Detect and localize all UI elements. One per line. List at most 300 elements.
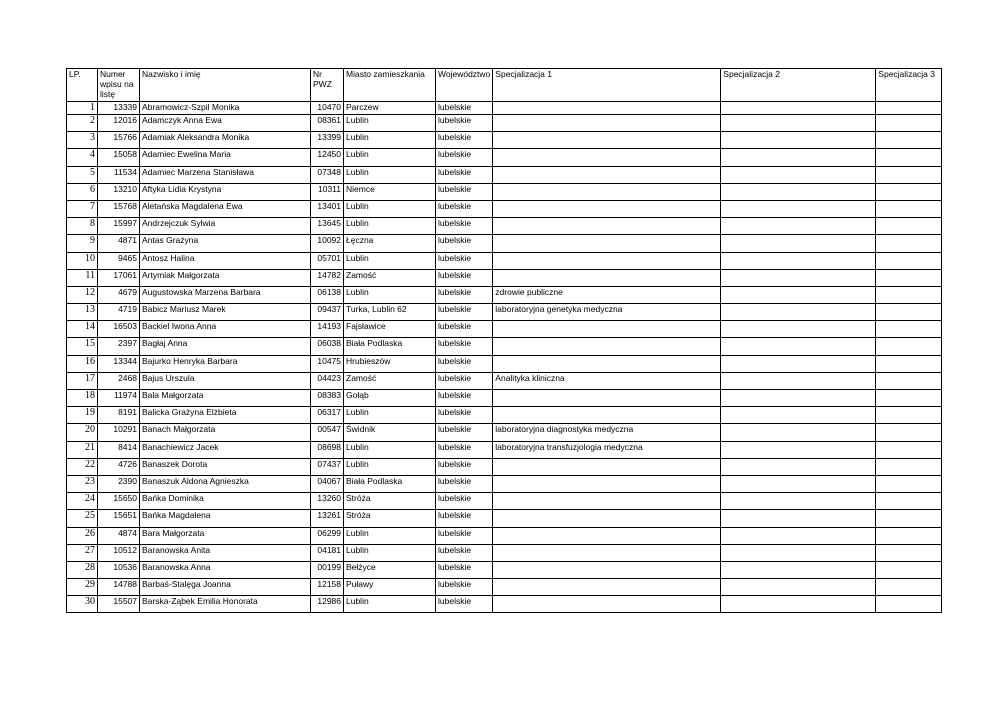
cell-nazwisko: Bajus Urszula <box>140 372 311 389</box>
cell-lp: 9 <box>67 235 98 252</box>
cell-woj: lubelskie <box>436 149 493 166</box>
cell-lp: 26 <box>67 527 98 544</box>
cell-spec1 <box>493 166 721 183</box>
cell-spec3 <box>876 200 942 217</box>
cell-numer: 15651 <box>98 510 140 527</box>
header-row <box>67 69 942 102</box>
cell-nazwisko: Artymiak Małgorzata <box>140 269 311 286</box>
cell-spec3 <box>876 321 942 338</box>
table-row <box>67 235 942 252</box>
cell-spec2 <box>721 407 876 424</box>
table-row <box>67 132 942 149</box>
cell-nazwisko: Andrzejczuk Sylwia <box>140 218 311 235</box>
cell-lp: 18 <box>67 390 98 407</box>
cell-numer: 2397 <box>98 338 140 355</box>
cell-spec1 <box>493 458 721 475</box>
table-row <box>67 149 942 166</box>
cell-numer: 9465 <box>98 252 140 269</box>
cell-numer: 2468 <box>98 372 140 389</box>
cell-miasto: Zamość <box>344 269 436 286</box>
cell-numer: 12016 <box>98 115 140 132</box>
cell-spec3 <box>876 424 942 441</box>
cell-pwz: 13645 <box>311 218 344 235</box>
cell-spec2 <box>721 102 876 115</box>
cell-spec1 <box>493 200 721 217</box>
cell-numer: 16503 <box>98 321 140 338</box>
cell-numer: 10512 <box>98 544 140 561</box>
cell-spec1 <box>493 132 721 149</box>
cell-woj: lubelskie <box>436 286 493 303</box>
cell-spec3 <box>876 252 942 269</box>
cell-pwz: 12158 <box>311 579 344 596</box>
cell-miasto: Lublin <box>344 596 436 613</box>
cell-spec1 <box>493 390 721 407</box>
cell-pwz: 06317 <box>311 407 344 424</box>
cell-lp: 28 <box>67 561 98 578</box>
cell-spec3 <box>876 544 942 561</box>
cell-pwz: 04423 <box>311 372 344 389</box>
cell-numer: 15058 <box>98 149 140 166</box>
table-row <box>67 269 942 286</box>
cell-woj: lubelskie <box>436 579 493 596</box>
cell-spec3 <box>876 218 942 235</box>
cell-pwz: 00547 <box>311 424 344 441</box>
cell-spec2 <box>721 424 876 441</box>
cell-woj: lubelskie <box>436 510 493 527</box>
cell-spec2 <box>721 544 876 561</box>
cell-miasto: Lublin <box>344 115 436 132</box>
table-row <box>67 200 942 217</box>
register-table <box>66 68 942 613</box>
cell-miasto: Lublin <box>344 218 436 235</box>
cell-spec1 <box>493 149 721 166</box>
cell-lp: 30 <box>67 596 98 613</box>
cell-woj: lubelskie <box>436 200 493 217</box>
cell-woj: lubelskie <box>436 183 493 200</box>
cell-spec1: Analityka kliniczna <box>493 372 721 389</box>
cell-spec3 <box>876 390 942 407</box>
cell-woj: lubelskie <box>436 132 493 149</box>
cell-lp: 27 <box>67 544 98 561</box>
cell-nazwisko: Barbaś-Stalęga Joanna <box>140 579 311 596</box>
cell-numer: 10291 <box>98 424 140 441</box>
cell-spec2 <box>721 561 876 578</box>
cell-woj: lubelskie <box>436 390 493 407</box>
cell-spec3 <box>876 304 942 321</box>
table-row <box>67 475 942 492</box>
cell-pwz: 05701 <box>311 252 344 269</box>
cell-nazwisko: Adamiec Ewelina Maria <box>140 149 311 166</box>
cell-nazwisko: Banach Małgorzata <box>140 424 311 441</box>
cell-miasto: Gołąb <box>344 390 436 407</box>
cell-miasto: Lublin <box>344 132 436 149</box>
cell-spec1 <box>493 561 721 578</box>
cell-miasto: Lublin <box>344 252 436 269</box>
cell-lp: 11 <box>67 269 98 286</box>
cell-spec1 <box>493 544 721 561</box>
cell-lp: 29 <box>67 579 98 596</box>
cell-spec3 <box>876 407 942 424</box>
cell-spec3 <box>876 579 942 596</box>
cell-lp: 13 <box>67 304 98 321</box>
cell-miasto: Lublin <box>344 441 436 458</box>
cell-spec3 <box>876 596 942 613</box>
cell-spec2 <box>721 458 876 475</box>
cell-pwz: 08361 <box>311 115 344 132</box>
cell-lp: 3 <box>67 132 98 149</box>
table-row <box>67 218 942 235</box>
cell-numer: 4874 <box>98 527 140 544</box>
cell-lp: 25 <box>67 510 98 527</box>
cell-nazwisko: Banachiewicz Jacek <box>140 441 311 458</box>
cell-spec2 <box>721 235 876 252</box>
cell-nazwisko: Adamczyk Anna Ewa <box>140 115 311 132</box>
cell-spec1 <box>493 115 721 132</box>
cell-pwz: 10475 <box>311 355 344 372</box>
cell-woj: lubelskie <box>436 475 493 492</box>
cell-spec3 <box>876 458 942 475</box>
cell-lp: 1 <box>67 102 98 115</box>
table-row <box>67 304 942 321</box>
cell-spec2 <box>721 286 876 303</box>
cell-woj: lubelskie <box>436 407 493 424</box>
cell-spec1: zdrowie publiczne <box>493 286 721 303</box>
cell-spec3 <box>876 355 942 372</box>
cell-lp: 22 <box>67 458 98 475</box>
header-pwz: Nr PWZ <box>311 69 344 102</box>
cell-spec1 <box>493 407 721 424</box>
cell-spec1 <box>493 252 721 269</box>
cell-spec3 <box>876 372 942 389</box>
cell-nazwisko: Bańka Dominika <box>140 493 311 510</box>
cell-lp: 10 <box>67 252 98 269</box>
cell-spec1 <box>493 475 721 492</box>
table-row <box>67 102 942 115</box>
cell-miasto: Lublin <box>344 544 436 561</box>
cell-pwz: 10092 <box>311 235 344 252</box>
cell-spec1 <box>493 235 721 252</box>
cell-spec3 <box>876 115 942 132</box>
cell-spec3 <box>876 235 942 252</box>
cell-miasto: Lublin <box>344 200 436 217</box>
table-row <box>67 596 942 613</box>
cell-miasto: Fajsławice <box>344 321 436 338</box>
cell-spec2 <box>721 390 876 407</box>
cell-spec1 <box>493 218 721 235</box>
cell-woj: lubelskie <box>436 544 493 561</box>
cell-woj: lubelskie <box>436 355 493 372</box>
cell-woj: lubelskie <box>436 596 493 613</box>
cell-numer: 4719 <box>98 304 140 321</box>
cell-numer: 4679 <box>98 286 140 303</box>
cell-spec1 <box>493 527 721 544</box>
table-row <box>67 390 942 407</box>
cell-lp: 16 <box>67 355 98 372</box>
cell-spec2 <box>721 493 876 510</box>
cell-numer: 15766 <box>98 132 140 149</box>
cell-spec1 <box>493 355 721 372</box>
cell-spec2 <box>721 166 876 183</box>
cell-woj: lubelskie <box>436 115 493 132</box>
cell-lp: 23 <box>67 475 98 492</box>
cell-spec1 <box>493 596 721 613</box>
cell-nazwisko: Antas Grażyna <box>140 235 311 252</box>
table-row <box>67 372 942 389</box>
cell-pwz: 13401 <box>311 200 344 217</box>
cell-numer: 15768 <box>98 200 140 217</box>
cell-miasto: Lublin <box>344 286 436 303</box>
cell-spec3 <box>876 510 942 527</box>
table-row <box>67 424 942 441</box>
cell-spec2 <box>721 441 876 458</box>
cell-numer: 14788 <box>98 579 140 596</box>
cell-woj: lubelskie <box>436 252 493 269</box>
cell-spec2 <box>721 596 876 613</box>
cell-lp: 8 <box>67 218 98 235</box>
cell-pwz: 06038 <box>311 338 344 355</box>
cell-lp: 7 <box>67 200 98 217</box>
cell-spec3 <box>876 493 942 510</box>
cell-woj: lubelskie <box>436 458 493 475</box>
cell-spec3 <box>876 561 942 578</box>
cell-nazwisko: Babicz Mariusz Marek <box>140 304 311 321</box>
cell-miasto: Biała Podlaska <box>344 475 436 492</box>
cell-numer: 4871 <box>98 235 140 252</box>
cell-numer: 4726 <box>98 458 140 475</box>
cell-nazwisko: Baranowska Anita <box>140 544 311 561</box>
cell-pwz: 09437 <box>311 304 344 321</box>
cell-nazwisko: Banaszuk Aldona Agnieszka <box>140 475 311 492</box>
cell-spec3 <box>876 338 942 355</box>
cell-miasto: Lublin <box>344 458 436 475</box>
header-spec2: Specjalizacja 2 <box>721 69 876 102</box>
cell-pwz: 00199 <box>311 561 344 578</box>
cell-spec2 <box>721 115 876 132</box>
cell-lp: 2 <box>67 115 98 132</box>
cell-spec2 <box>721 579 876 596</box>
cell-nazwisko: Baranowska Anna <box>140 561 311 578</box>
header-numer: Numer wpisu na listę <box>98 69 140 102</box>
cell-lp: 14 <box>67 321 98 338</box>
table-row <box>67 510 942 527</box>
cell-spec2 <box>721 304 876 321</box>
cell-numer: 17061 <box>98 269 140 286</box>
cell-numer: 11534 <box>98 166 140 183</box>
cell-lp: 12 <box>67 286 98 303</box>
cell-miasto: Lublin <box>344 149 436 166</box>
cell-nazwisko: Abramowicz-Szpil Monika <box>140 102 311 115</box>
cell-numer: 15997 <box>98 218 140 235</box>
cell-spec3 <box>876 166 942 183</box>
cell-woj: lubelskie <box>436 102 493 115</box>
cell-nazwisko: Bala Małgorzata <box>140 390 311 407</box>
cell-spec2 <box>721 183 876 200</box>
cell-lp: 17 <box>67 372 98 389</box>
cell-miasto: Niemce <box>344 183 436 200</box>
cell-spec3 <box>876 286 942 303</box>
cell-pwz: 07437 <box>311 458 344 475</box>
cell-miasto: Bełżyce <box>344 561 436 578</box>
table-row <box>67 544 942 561</box>
cell-nazwisko: Aletańska Magdalena Ewa <box>140 200 311 217</box>
cell-spec2 <box>721 355 876 372</box>
cell-lp: 24 <box>67 493 98 510</box>
cell-miasto: Lublin <box>344 166 436 183</box>
cell-pwz: 10311 <box>311 183 344 200</box>
cell-spec3 <box>876 102 942 115</box>
cell-nazwisko: Bajurko Henryka Barbara <box>140 355 311 372</box>
cell-spec1: laboratoryjna diagnostyka medyczna <box>493 424 721 441</box>
cell-pwz: 13261 <box>311 510 344 527</box>
cell-lp: 21 <box>67 441 98 458</box>
cell-pwz: 12450 <box>311 149 344 166</box>
cell-spec1 <box>493 102 721 115</box>
cell-spec2 <box>721 372 876 389</box>
cell-spec1 <box>493 269 721 286</box>
cell-woj: lubelskie <box>436 372 493 389</box>
cell-spec2 <box>721 527 876 544</box>
table-row <box>67 321 942 338</box>
cell-miasto: Lublin <box>344 527 436 544</box>
cell-woj: lubelskie <box>436 235 493 252</box>
cell-pwz: 06138 <box>311 286 344 303</box>
table-row <box>67 493 942 510</box>
cell-spec2 <box>721 338 876 355</box>
cell-spec1 <box>493 183 721 200</box>
cell-spec1 <box>493 338 721 355</box>
table-row <box>67 527 942 544</box>
cell-lp: 6 <box>67 183 98 200</box>
cell-spec2 <box>721 510 876 527</box>
cell-spec1 <box>493 579 721 596</box>
cell-miasto: Hrubieszów <box>344 355 436 372</box>
cell-pwz: 04067 <box>311 475 344 492</box>
cell-spec1 <box>493 493 721 510</box>
header-nazwisko: Nazwisko i imię <box>140 69 311 102</box>
header-spec1: Specjalizacja 1 <box>493 69 721 102</box>
cell-spec3 <box>876 183 942 200</box>
cell-nazwisko: Bagłaj Anna <box>140 338 311 355</box>
cell-numer: 13344 <box>98 355 140 372</box>
table-body <box>67 102 942 613</box>
cell-pwz: 14193 <box>311 321 344 338</box>
cell-lp: 15 <box>67 338 98 355</box>
cell-numer: 8191 <box>98 407 140 424</box>
table-row <box>67 252 942 269</box>
table-row <box>67 115 942 132</box>
header-miasto: Miasto zamieszkania <box>344 69 436 102</box>
cell-nazwisko: Bara Małgorzata <box>140 527 311 544</box>
cell-numer: 13210 <box>98 183 140 200</box>
cell-pwz: 08383 <box>311 390 344 407</box>
cell-nazwisko: Adamiec Marzena Stanisława <box>140 166 311 183</box>
cell-lp: 20 <box>67 424 98 441</box>
table-row <box>67 561 942 578</box>
cell-nazwisko: Barska-Ząbek Emilia Honorata <box>140 596 311 613</box>
cell-spec2 <box>721 200 876 217</box>
cell-miasto: Łęczna <box>344 235 436 252</box>
cell-spec3 <box>876 441 942 458</box>
cell-lp: 4 <box>67 149 98 166</box>
cell-spec2 <box>721 252 876 269</box>
cell-spec3 <box>876 269 942 286</box>
cell-nazwisko: Augustowska Marzena Barbara <box>140 286 311 303</box>
table-row <box>67 183 942 200</box>
cell-miasto: Turka, Lublin 62 <box>344 304 436 321</box>
cell-pwz: 10470 <box>311 102 344 115</box>
cell-spec1: laboratoryjna transfuzjologia medyczna <box>493 441 721 458</box>
table-row <box>67 458 942 475</box>
cell-miasto: Puławy <box>344 579 436 596</box>
cell-miasto: Biała Podlaska <box>344 338 436 355</box>
cell-spec3 <box>876 132 942 149</box>
cell-miasto: Stróża <box>344 510 436 527</box>
cell-nazwisko: Aftyka Lidia Krystyna <box>140 183 311 200</box>
cell-numer: 15507 <box>98 596 140 613</box>
cell-nazwisko: Bańka Magdalena <box>140 510 311 527</box>
cell-pwz: 07348 <box>311 166 344 183</box>
cell-woj: lubelskie <box>436 338 493 355</box>
header-lp: LP. <box>67 69 98 102</box>
cell-spec2 <box>721 475 876 492</box>
table-row <box>67 355 942 372</box>
cell-nazwisko: Balicka Grażyna Elżbieta <box>140 407 311 424</box>
cell-spec2 <box>721 132 876 149</box>
cell-spec2 <box>721 218 876 235</box>
table-row <box>67 407 942 424</box>
cell-woj: lubelskie <box>436 166 493 183</box>
cell-spec1: laboratoryjna genetyka medyczna <box>493 304 721 321</box>
cell-woj: lubelskie <box>436 304 493 321</box>
cell-miasto: Lublin <box>344 407 436 424</box>
cell-miasto: Zamość <box>344 372 436 389</box>
cell-woj: lubelskie <box>436 321 493 338</box>
cell-miasto: Stróża <box>344 493 436 510</box>
cell-lp: 5 <box>67 166 98 183</box>
cell-numer: 11974 <box>98 390 140 407</box>
table-row <box>67 338 942 355</box>
cell-miasto: Świdnik <box>344 424 436 441</box>
cell-nazwisko: Antosz Halina <box>140 252 311 269</box>
cell-numer: 13339 <box>98 102 140 115</box>
cell-nazwisko: Backiel Iwona Anna <box>140 321 311 338</box>
header-spec3: Specjalizacja 3 <box>876 69 942 102</box>
cell-pwz: 12986 <box>311 596 344 613</box>
cell-spec2 <box>721 269 876 286</box>
cell-pwz: 04181 <box>311 544 344 561</box>
cell-woj: lubelskie <box>436 561 493 578</box>
cell-woj: lubelskie <box>436 441 493 458</box>
cell-pwz: 13260 <box>311 493 344 510</box>
cell-nazwisko: Adamiak Aleksandra Monika <box>140 132 311 149</box>
cell-spec2 <box>721 149 876 166</box>
cell-miasto: Parczew <box>344 102 436 115</box>
cell-spec1 <box>493 510 721 527</box>
cell-woj: lubelskie <box>436 527 493 544</box>
cell-spec2 <box>721 321 876 338</box>
cell-spec3 <box>876 475 942 492</box>
table-row <box>67 286 942 303</box>
cell-woj: lubelskie <box>436 218 493 235</box>
table-row <box>67 441 942 458</box>
cell-numer: 15650 <box>98 493 140 510</box>
table-row <box>67 579 942 596</box>
cell-woj: lubelskie <box>436 424 493 441</box>
cell-pwz: 06299 <box>311 527 344 544</box>
header-wojewodztwo: Województwo <box>436 69 493 102</box>
cell-spec1 <box>493 321 721 338</box>
cell-pwz: 13399 <box>311 132 344 149</box>
